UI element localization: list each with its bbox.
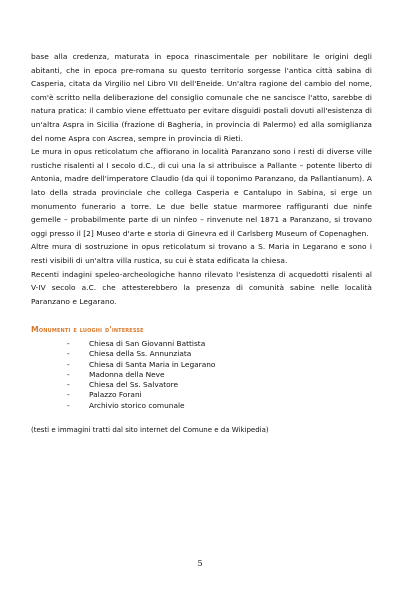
body-paragraph: Altre mura di sostruzione in opus reticolatum si trovano a S. Maria in Legarano e sono i resti visibili di un'altra villa rustica, su cui è stata edificata la chiesa. — [31, 242, 372, 265]
bullet-dash: - — [67, 380, 70, 390]
list-item — [67, 380, 372, 390]
list-item — [67, 360, 372, 370]
list-item — [67, 349, 372, 359]
list-item-label: Chiesa del Ss. Salvatore — [89, 380, 179, 390]
list-item-label: Palazzo Forani — [89, 390, 142, 400]
bullet-dash: - — [67, 390, 70, 400]
list-item — [67, 401, 372, 411]
document-page — [31, 50, 372, 436]
list-item-label: Chiesa di Santa Maria in Legarano — [89, 359, 216, 369]
body-paragraph: base alla credenza, maturata in epoca rinascimentale per nobilitare le origini degli abitanti, che in epoca pre-romana su questo territorio sorgesse l'antica città sabina di Casperia, citata da Virgilio nel Libro VII dell'Eneide. Un'altra ragione del cambio del nome, com'è scritto nella deliberazione del consiglio comunale che ne sancisce l'atto, sarebbe di natura pratica: il cambio viene effettuato per evitare disguidi postali dovuti all'esistenza di un'altra Aspra in Sicilia (frazione di Bagheria, in provincia di Palermo) ed alla somiglianza del nome Aspra con Ascrea, sempre in provincia di Rieti. — [31, 52, 372, 143]
list-item-label: Madonna della Neve — [89, 369, 165, 379]
list-item — [67, 390, 372, 400]
list-item-label: Chiesa di San Giovanni Battista — [89, 339, 206, 349]
list-item-label: Archivio storico comunale — [89, 400, 185, 410]
bullet-dash: - — [67, 339, 70, 349]
list-item — [67, 370, 372, 380]
list-item — [67, 339, 372, 349]
bullet-dash: - — [67, 400, 70, 410]
bullet-dash: - — [67, 369, 70, 379]
bullet-dash: - — [67, 349, 70, 359]
body-paragraph: Le mura in opus reticolatum che affiorano in località Paranzano sono i resti di diverse ville rustiche risalenti al I secolo d.C., di cui una la si attribuisce a Pallante – potente liberto di Antonia, madre dell'imperatore Claudio (da qui il toponimo Paranzano, da Pallantianum). A lato della strada provinciale che collega Casperia e Cantalupo in Sabina, si erge un monumento funerario a torre. Le due belle statue marmoree raffiguranti due ninfe gemelle – probabilmente parte di un ninfeo – rinvenute nel 1871 a Paranzano, si trovano oggi presso il [2] Museo d'arte e storia di Ginevra ed il Carlsberg Museum of Copenaghen. — [31, 147, 372, 238]
monuments-list — [31, 339, 372, 410]
body-paragraph: Recenti indagini speleo-archeologiche hanno rilevato l'esistenza di acquedotti risalenti al V-IV secolo a.C. che attesterebbero la presenza di comunità sabine nelle località Paranzano e Legarano. — [31, 269, 372, 306]
credits-note: (testi e immagini tratti dal sito internet del Comune e da Wikipedia) — [31, 425, 269, 434]
list-item-label: Chiesa della Ss. Annunziata — [89, 349, 192, 359]
bullet-dash: - — [67, 359, 70, 369]
page-number: 5 — [197, 559, 203, 568]
section-heading-monumenti: Monumenti e luoghi d'interesse — [31, 325, 144, 335]
